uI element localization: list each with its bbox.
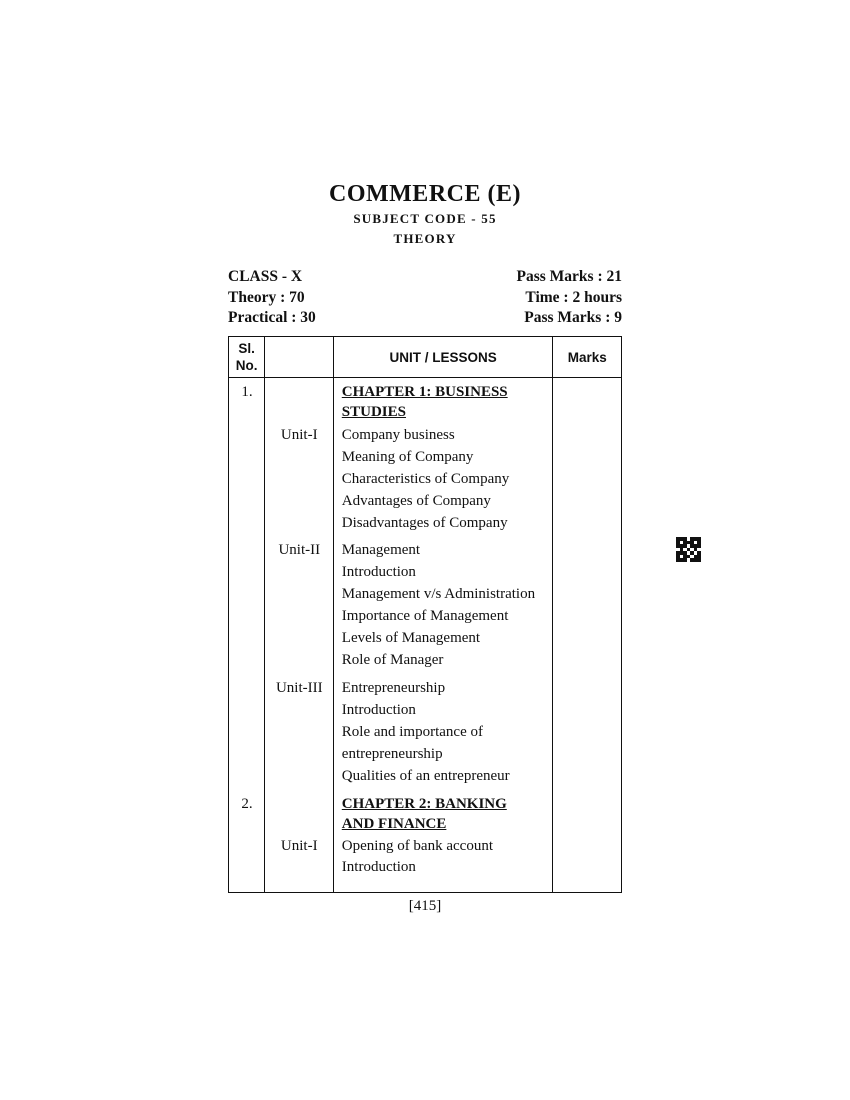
lesson-item: Advantages of Company [341,493,491,509]
chapter-heading: CHAPTER 1: BUSINESS STUDIES [341,384,508,420]
document-title: COMMERCE (E) [329,181,521,207]
exam-time: Time : 2 hours [525,288,622,306]
sl-no-1: 1. [241,384,253,400]
pass-marks-practical: Pass Marks : 9 [524,309,622,326]
subject-code: SUBJECT CODE - 55 [353,211,497,226]
unit-label: Unit-II [278,542,321,558]
lesson-item: Meaning of Company [341,449,474,465]
sl-no-2: 2. [241,796,253,812]
lesson-item: Role of Manager [341,652,444,668]
lesson-item: Disadvantages of Company [341,515,508,531]
table-header-row [229,337,622,378]
lesson-item: Qualities of an entrepreneur [341,768,510,784]
lessons-column [333,378,553,893]
lesson-item: Importance of Management [341,608,509,624]
header-sl-no [229,337,265,378]
header-marks: Marks [553,337,622,378]
unit-label: Unit-III [275,680,323,696]
section-label: THEORY [393,231,457,246]
lesson-item: Company business [341,427,455,443]
lesson-item: Management [341,542,421,558]
lesson-item: Introduction [341,564,416,580]
header-sl-line1: Sl. [238,341,255,356]
lesson-item: Levels of Management [341,630,481,646]
syllabus-table [228,336,622,893]
class-label: CLASS - X [228,268,303,285]
page-number: [415] [408,898,442,914]
header-lessons: UNIT / LESSONS [333,337,553,378]
marks-column [553,378,622,893]
exam-info [228,267,622,329]
qr-code-icon [676,537,701,562]
unit-column [265,378,334,893]
table-body-row [229,378,622,893]
sl-no-column [229,378,265,893]
lesson-item: entrepreneurship [341,746,443,762]
pass-marks-theory: Pass Marks : 21 [516,268,622,285]
lesson-item: Introduction [341,702,416,718]
lesson-item: Management v/s Administration [341,586,536,602]
unit-label: Unit-I [280,838,318,854]
lesson-item: Role and importance of [341,724,483,740]
lesson-item: Introduction [341,859,416,875]
header-sl-line2: No. [235,358,258,373]
lesson-item: Characteristics of Company [341,471,510,487]
lesson-item: Opening of bank account [341,838,493,854]
unit-label: Unit-I [280,427,318,443]
chapter-heading: CHAPTER 2: BANKING AND FINANCE [341,796,507,832]
practical-marks: Practical : 30 [228,309,316,326]
theory-marks: Theory : 70 [228,288,305,306]
lesson-item: Entrepreneurship [341,680,446,696]
header-unit [265,337,334,378]
